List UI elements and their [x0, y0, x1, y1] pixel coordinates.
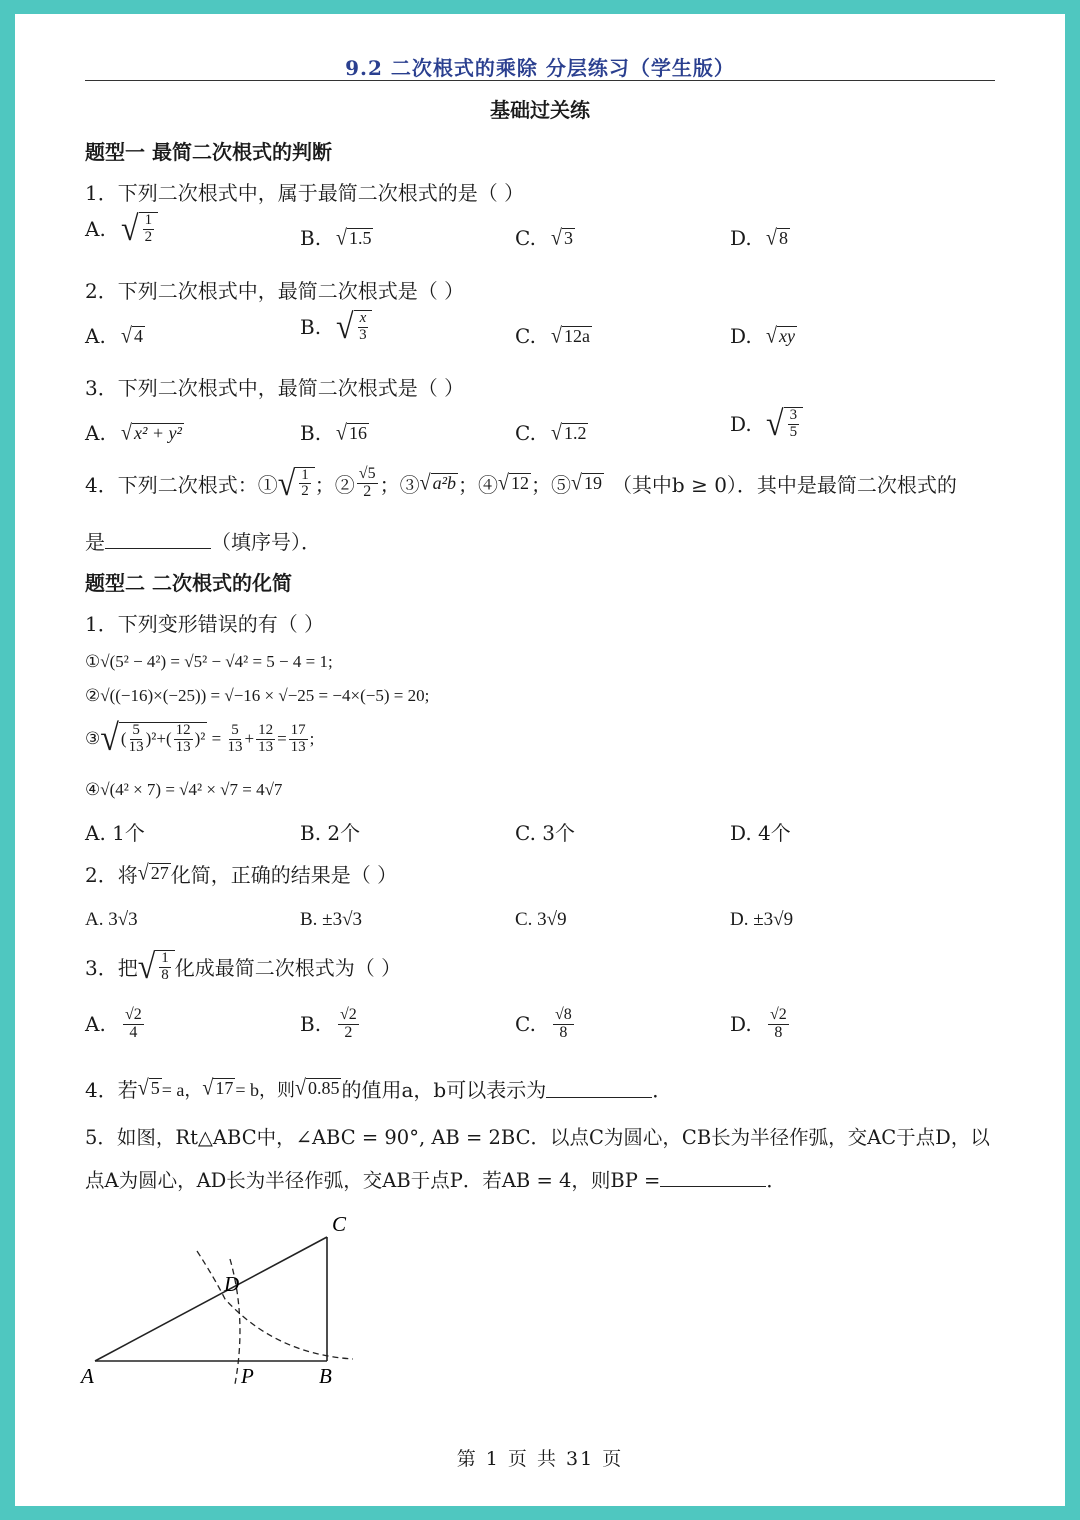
q2-option-a[interactable]: A. √ 4	[85, 323, 143, 348]
radicand: 16	[348, 422, 367, 443]
radicand: 17	[215, 1078, 234, 1099]
answer-blank[interactable]	[660, 1168, 766, 1187]
t2-q1-expr2: ②√((−16)×(−25)) = √−16 × √−25 = −4×(−5) = 20;	[85, 686, 430, 705]
t2-q5-line2	[85, 1165, 786, 1193]
t2-q3-stem-a: 3．把	[85, 956, 138, 981]
t2-q1-option-b[interactable]: B. 2个	[300, 821, 361, 845]
q2-stem: 2．下列二次根式中，最简二次根式是（ ）	[85, 279, 465, 303]
q4-stem: 4．下列二次根式：① √ $\frac{1}{2}$ ；② $\frac{√5}{2}$ ；③ √ a²b ；④ √ 12 ；⑤ √ 19 （其中b ≥ 0）．其中是最简二次根式的	[85, 462, 957, 503]
t2-q3-option-d[interactable]: D. $\frac{√2}{8}$	[730, 1006, 787, 1041]
t2-q1-expr1: ①√(5² − 4²) = √5² − √4² = 5 − 4 = 1;	[85, 652, 333, 671]
header-rule	[85, 80, 995, 81]
option-letter: A.	[85, 324, 106, 348]
t2-q1-option-d[interactable]: D. 4个	[730, 821, 791, 845]
t2-q2-stem: 2．将 √ 27 化简，正确的结果是（ ）	[85, 860, 398, 887]
t2-q3-option-a[interactable]: A. $\frac{√2}{4}$	[85, 1006, 142, 1041]
option-letter: C.	[515, 421, 536, 445]
answer-blank[interactable]	[546, 1079, 652, 1098]
t2-q4-end: ．	[652, 1078, 673, 1102]
t2-q2-option-d[interactable]: D. ±3√9	[730, 909, 794, 930]
radicand: 27	[150, 863, 169, 884]
section-title: 基础过关练	[490, 98, 590, 122]
option-letter: B.	[300, 226, 322, 250]
q1-option-b[interactable]: B. √ 1.5	[300, 225, 372, 250]
separator: ；⑤	[530, 472, 571, 497]
geometry-figure	[75, 1209, 395, 1399]
option-letter: D.	[730, 324, 752, 348]
page-footer: 第 1 页 共 31 页	[456, 1448, 624, 1470]
radicand: 3	[563, 227, 573, 248]
label-a: A	[81, 1364, 94, 1388]
option-letter: D.	[730, 226, 752, 250]
separator: ；②	[314, 472, 355, 497]
label-b: B	[319, 1364, 332, 1388]
radicand: 5	[150, 1078, 160, 1099]
radicand: 4	[133, 325, 143, 346]
option-letter: B.	[300, 421, 322, 445]
q3-stem: 3．下列二次根式中，最简二次根式是（ ）	[85, 376, 465, 400]
q3-option-b[interactable]: B. √ 16	[300, 420, 367, 445]
radicand: 8	[778, 227, 788, 248]
answer-blank[interactable]	[105, 530, 211, 549]
option-letter: B.	[300, 314, 322, 339]
t2-q3-stem	[85, 946, 402, 986]
segment-ac	[95, 1237, 327, 1361]
radicand: a²b	[432, 472, 456, 493]
root5-over-2: $\frac{√5}{2}$	[358, 465, 376, 500]
q2-option-b[interactable]	[300, 306, 372, 346]
radicand: 19	[583, 472, 602, 493]
t2-q1-option-a[interactable]: A. 1个	[85, 821, 145, 845]
t2-q4-eq2: = b，则	[235, 1079, 295, 1100]
radicand: 1.5	[348, 227, 372, 248]
option-letter: A.	[85, 421, 106, 445]
q3-option-c[interactable]: C. √ 1.2	[515, 420, 587, 445]
radicand: 0.85	[307, 1078, 340, 1099]
worksheet-page	[15, 14, 1065, 1506]
radicand: x² + y²	[133, 422, 182, 443]
radicand: 12	[510, 472, 529, 493]
q1-option-a[interactable]	[85, 208, 158, 248]
q1-option-d[interactable]: D. √ 8	[730, 225, 788, 250]
sqrt-x-over-3: √ $\frac{x}{3}$	[336, 310, 372, 344]
t2-q2-option-b[interactable]: B. ±3√3	[300, 909, 363, 930]
option-letter: D.	[730, 1012, 752, 1037]
sqrt-one-eighth: √ $\frac{1}{8}$	[138, 950, 175, 984]
q4-line2-tail: （填序号）．	[211, 530, 321, 554]
t2-q3-option-c[interactable]: C. $\frac{√8}{8}$	[515, 1006, 572, 1041]
type1-heading: 题型一 最简二次根式的判断	[85, 140, 332, 164]
sqrt-half: √ $\frac{1}{2}$	[121, 212, 158, 246]
label-c: C	[332, 1212, 347, 1236]
t2-q5-line2-text: 点A为圆心，AD长为半径作弧，交AB于点P．若AB = 4，则BP =	[85, 1169, 661, 1192]
t2-q4-text-b: 的值用a，b可以表示为	[341, 1078, 547, 1102]
q2-option-c[interactable]: C. √ 12a	[515, 323, 590, 348]
document-title: 9.2 二次根式的乘除 分层练习（学生版）	[345, 56, 735, 80]
option-letter: D.	[730, 411, 752, 436]
t2-q2-option-a[interactable]: A. 3√3	[85, 909, 138, 930]
t2-q1-expr4: ④√(4² × 7) = √4² × √7 = 4√7	[85, 780, 283, 799]
option-letter: C.	[515, 324, 536, 348]
t2-q5-line1: 5．如图，Rt△ABC中，∠ABC = 90°, AB = 2BC．以点C为圆心，CB长为半径作弧，交AC于点D，以	[85, 1126, 990, 1149]
t2-q2-stem-a: 2．将	[85, 863, 138, 887]
radicand: 12a	[563, 325, 590, 346]
arc-center-c	[197, 1251, 353, 1359]
t2-q1-stem: 1．下列变形错误的有（ ）	[85, 612, 325, 636]
radicand: xy	[778, 325, 795, 346]
t2-q2-stem-b: 化简，正确的结果是（ ）	[170, 863, 398, 887]
sqrt-half: √ $\frac{1}{2}$	[278, 467, 315, 501]
q4-stem-text: 4．下列二次根式：①	[85, 472, 278, 497]
q1-stem: 1．下列二次根式中，属于最简二次根式的是（ ）	[85, 181, 525, 205]
q3-option-a[interactable]: A. √ x² + y²	[85, 420, 182, 445]
option-letter: A.	[85, 216, 106, 241]
label-p: P	[241, 1364, 254, 1388]
option-letter: B.	[300, 1012, 322, 1037]
separator: ；④	[457, 472, 498, 497]
option-letter: C.	[515, 226, 536, 250]
t2-q4-stem: 4．若 √ 5 = a， √ 17 = b，则 √ 0.85 的值用a，b可以表示为 ．	[85, 1075, 673, 1102]
sqrt-3-over-5: √ $\frac{3}{5}$	[766, 407, 803, 441]
t2-q1-option-c[interactable]: C. 3个	[515, 821, 576, 845]
t2-q1-expr3: ③ √ ( $\frac{5}{13}$ )²+( $\frac{12}{13}$ )² = $\frac{5}{13}$ + $\frac{12}{13}$ = $\frac{17}{13}$ ;	[85, 718, 315, 759]
radicand: 1.2	[563, 422, 587, 443]
q3-option-d[interactable]	[730, 403, 803, 443]
option-letter: C.	[515, 1012, 536, 1037]
q1-option-c[interactable]: C. √ 3	[515, 225, 573, 250]
option-letter: A.	[85, 1012, 106, 1037]
t2-q5-end: ．	[766, 1169, 786, 1192]
q2-option-d[interactable]: D. √ xy	[730, 323, 795, 348]
separator: ；③	[379, 472, 420, 497]
q4-line2-text: 是	[85, 530, 105, 554]
t2-q3-stem-b: 化成最简二次根式为（ ）	[174, 956, 402, 981]
t2-q2-option-c[interactable]: C. 3√9	[515, 909, 567, 930]
type2-heading: 题型二 二次根式的化简	[85, 571, 292, 595]
q4-answer-line	[85, 526, 321, 555]
t2-q3-option-b[interactable]: B. $\frac{√2}{2}$	[300, 1006, 357, 1041]
t2-q4-eq1: = a，	[161, 1079, 203, 1100]
q4-tail-text: （其中b ≥ 0）．其中是最简二次根式的	[611, 472, 957, 497]
label-d: D	[224, 1272, 240, 1296]
t2-q4-text-a: 4．若	[85, 1078, 138, 1102]
